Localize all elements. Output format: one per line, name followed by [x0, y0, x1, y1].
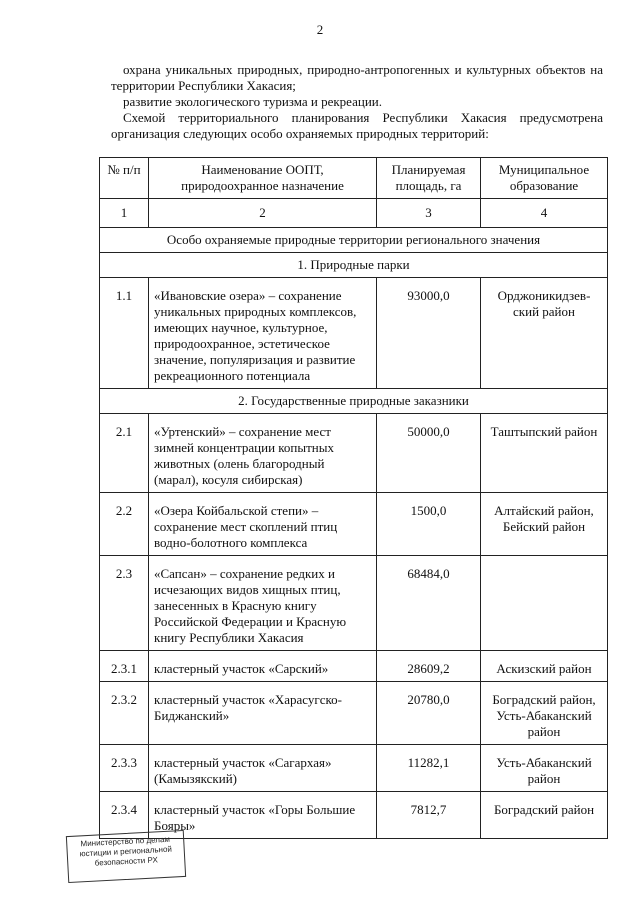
intro-text — [111, 62, 603, 142]
row-number: 2.3.1 — [100, 651, 149, 682]
header-name: Наименование ООПТ, природоохранное назначение — [149, 158, 377, 199]
section-title-reserves: 2. Государственные природные заказники — [100, 389, 608, 414]
row-municipality: Алтайский район, Бейский район — [481, 493, 608, 556]
row-area: 93000,0 — [377, 278, 481, 389]
row-name: кластерный участок «Сагархая» (Камызякский) — [149, 745, 377, 792]
row-area: 7812,7 — [377, 792, 481, 839]
section-row-reserves — [100, 389, 608, 414]
row-number: 2.2 — [100, 493, 149, 556]
intro-paragraph-1: охрана уникальных природных, природно-антропогенных и культурных объектов на территории Республики Хакасия; — [111, 62, 603, 93]
row-number: 2.3.2 — [100, 682, 149, 745]
col-number-3: 3 — [377, 199, 481, 228]
row-number: 2.3.3 — [100, 745, 149, 792]
table-row — [100, 745, 608, 792]
ministry-stamp — [66, 830, 186, 883]
row-area: 11282,1 — [377, 745, 481, 792]
header-number: № п/п — [100, 158, 149, 199]
row-area: 68484,0 — [377, 556, 481, 651]
section-row-parks — [100, 253, 608, 278]
row-area: 1500,0 — [377, 493, 481, 556]
row-municipality: Орджоникидзев-ский район — [481, 278, 608, 389]
regional-title: Особо охраняемые природные территории регионального значения — [100, 228, 608, 253]
table-row — [100, 556, 608, 651]
page-number: 2 — [316, 22, 324, 37]
row-municipality: Боградский район — [481, 792, 608, 839]
col-number-2: 2 — [149, 199, 377, 228]
row-name: «Уртенский» – сохранение мест зимней концентрации копытных животных (олень благородный (марал), косуля сибирская) — [149, 414, 377, 493]
row-name: «Сапсан» – сохранение редких и исчезающих видов хищных птиц, занесенных в Красную книгу Российской Федерации и Красную книгу Республики Хакасия — [149, 556, 377, 651]
section-title-parks: 1. Природные парки — [100, 253, 608, 278]
stamp-line-3: безопасности РХ — [94, 855, 159, 868]
column-number-row — [100, 199, 608, 228]
row-name: кластерный участок «Горы Большие Бояры» — [149, 792, 377, 839]
row-name: «Ивановские озера» – сохранение уникальных природных комплексов, имеющих научное, культурное, природоохранное, эстетическое значение, популяризация и развитие рекреационного потенциала — [149, 278, 377, 389]
row-name: кластерный участок «Харасугско-Биджанский» — [149, 682, 377, 745]
table-row — [100, 278, 608, 389]
table-row — [100, 414, 608, 493]
col-number-4: 4 — [481, 199, 608, 228]
header-municipality: Муниципальное образование — [481, 158, 608, 199]
col-number-1: 1 — [100, 199, 149, 228]
stamp-line-2: юстиции и региональной — [79, 844, 173, 859]
row-name: кластерный участок «Сарский» — [149, 651, 377, 682]
row-municipality: Боградский район, Усть-Абаканский район — [481, 682, 608, 745]
row-municipality — [481, 556, 608, 651]
intro-paragraph-3: Схемой территориального планирования Республики Хакасия предусмотрена организация следующих особо охраняемых природных территорий: — [111, 110, 603, 141]
table-row — [100, 651, 608, 682]
intro-paragraph-2: развитие экологического туризма и рекреации. — [123, 94, 383, 109]
row-name: «Озера Койбальской степи» – сохранение мест скоплений птиц водно-болотного комплекса — [149, 493, 377, 556]
table-header-row — [100, 158, 608, 199]
protected-areas-table — [99, 157, 608, 839]
table-row — [100, 493, 608, 556]
regional-title-row — [100, 228, 608, 253]
stamp-line-1: Министерство по делам — [80, 834, 171, 849]
row-number: 1.1 — [100, 278, 149, 389]
row-area: 50000,0 — [377, 414, 481, 493]
row-municipality: Усть-Абаканский район — [481, 745, 608, 792]
row-number: 2.3.4 — [100, 792, 149, 839]
header-area: Планируемая площадь, га — [377, 158, 481, 199]
row-municipality: Таштыпский район — [481, 414, 608, 493]
row-area: 20780,0 — [377, 682, 481, 745]
table-row — [100, 682, 608, 745]
row-number: 2.3 — [100, 556, 149, 651]
row-area: 28609,2 — [377, 651, 481, 682]
row-municipality: Аскизский район — [481, 651, 608, 682]
row-number: 2.1 — [100, 414, 149, 493]
